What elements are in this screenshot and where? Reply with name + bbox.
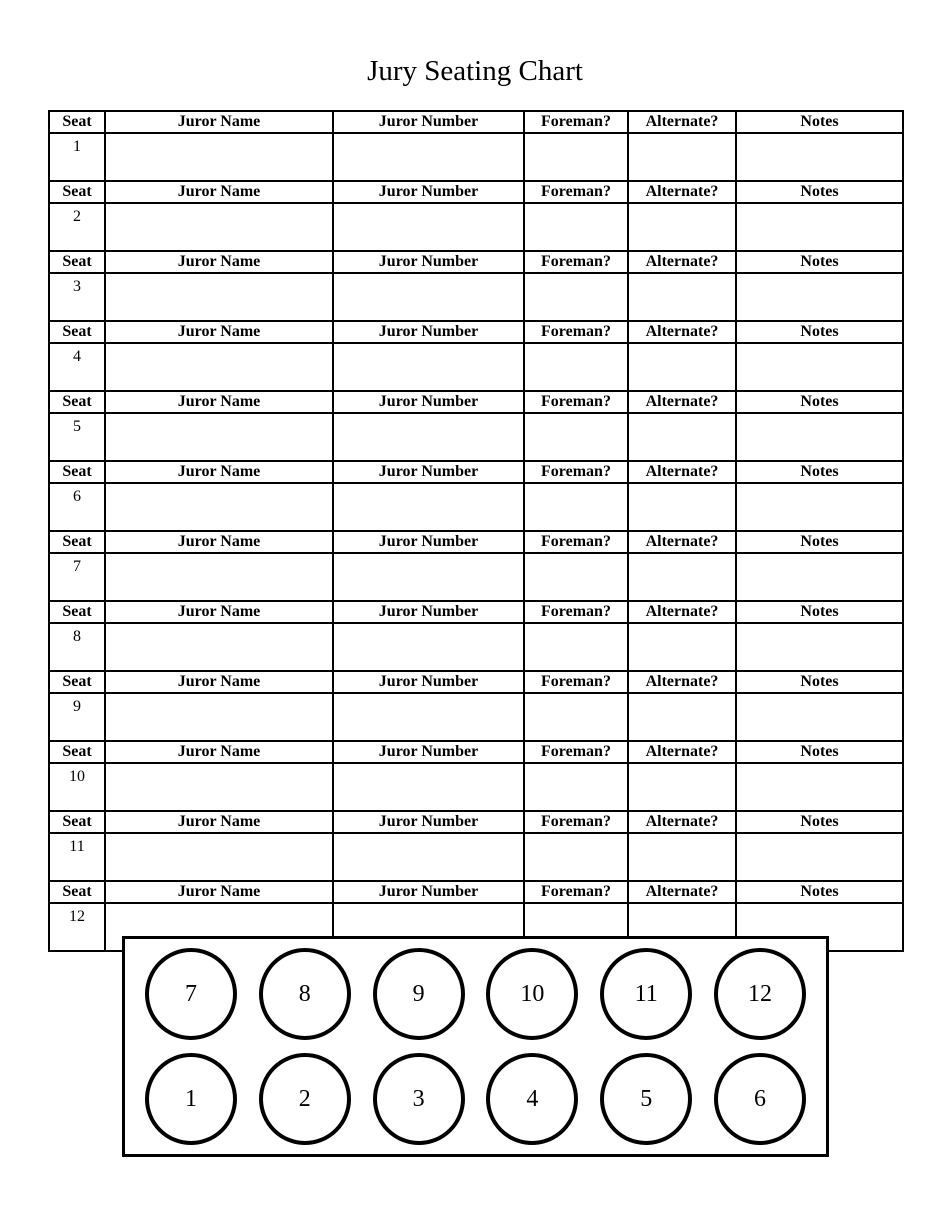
jury-seating-table	[48, 110, 904, 952]
juror-number-cell	[333, 483, 524, 531]
column-header-juror-name: Juror Name	[105, 671, 333, 693]
seat-number-cell: 11	[49, 833, 105, 881]
table-row-seat-6	[49, 483, 903, 531]
column-header-notes: Notes	[736, 741, 903, 763]
column-header-alternate: Alternate?	[628, 111, 736, 133]
table-row-seat-3	[49, 273, 903, 321]
column-header-notes: Notes	[736, 321, 903, 343]
foreman-cell	[524, 483, 628, 531]
notes-cell	[736, 483, 903, 531]
column-header-foreman: Foreman?	[524, 531, 628, 553]
foreman-cell	[524, 343, 628, 391]
column-header-foreman: Foreman?	[524, 811, 628, 833]
column-header-notes: Notes	[736, 181, 903, 203]
column-header-juror-name: Juror Name	[105, 321, 333, 343]
juror-name-cell	[105, 413, 333, 461]
juror-name-cell	[105, 483, 333, 531]
column-header-seat: Seat	[49, 741, 105, 763]
column-header-juror-name: Juror Name	[105, 391, 333, 413]
column-header-alternate: Alternate?	[628, 601, 736, 623]
column-header-juror-number: Juror Number	[333, 881, 524, 903]
notes-cell	[736, 273, 903, 321]
seat-number-cell: 5	[49, 413, 105, 461]
seat-number-cell: 2	[49, 203, 105, 251]
seat-circle-8: 8	[259, 948, 351, 1040]
column-header-alternate: Alternate?	[628, 671, 736, 693]
table-header-row	[49, 601, 903, 623]
column-header-juror-number: Juror Number	[333, 321, 524, 343]
juror-name-cell	[105, 553, 333, 601]
column-header-seat: Seat	[49, 391, 105, 413]
seat-row-bottom	[125, 1053, 826, 1145]
alternate-cell	[628, 483, 736, 531]
seat-circle-10: 10	[486, 948, 578, 1040]
seat-number-cell: 7	[49, 553, 105, 601]
column-header-alternate: Alternate?	[628, 181, 736, 203]
seat-number-cell: 6	[49, 483, 105, 531]
seat-circle-12: 12	[714, 948, 806, 1040]
column-header-juror-name: Juror Name	[105, 111, 333, 133]
juror-number-cell	[333, 273, 524, 321]
column-header-juror-number: Juror Number	[333, 251, 524, 273]
seat-circle-6: 6	[714, 1053, 806, 1145]
table-header-row	[49, 321, 903, 343]
alternate-cell	[628, 133, 736, 181]
table-row-seat-4	[49, 343, 903, 391]
column-header-alternate: Alternate?	[628, 461, 736, 483]
column-header-foreman: Foreman?	[524, 391, 628, 413]
seat-circle-5: 5	[600, 1053, 692, 1145]
table-header-row	[49, 811, 903, 833]
notes-cell	[736, 763, 903, 811]
alternate-cell	[628, 273, 736, 321]
column-header-seat: Seat	[49, 601, 105, 623]
column-header-alternate: Alternate?	[628, 321, 736, 343]
foreman-cell	[524, 413, 628, 461]
notes-cell	[736, 693, 903, 741]
table-row-seat-8	[49, 623, 903, 671]
column-header-notes: Notes	[736, 601, 903, 623]
seat-number-cell: 4	[49, 343, 105, 391]
column-header-notes: Notes	[736, 531, 903, 553]
table-row-seat-1	[49, 133, 903, 181]
column-header-notes: Notes	[736, 811, 903, 833]
column-header-alternate: Alternate?	[628, 881, 736, 903]
notes-cell	[736, 553, 903, 601]
table-header-row	[49, 881, 903, 903]
juror-name-cell	[105, 833, 333, 881]
juror-number-cell	[333, 343, 524, 391]
column-header-juror-number: Juror Number	[333, 671, 524, 693]
column-header-foreman: Foreman?	[524, 251, 628, 273]
alternate-cell	[628, 413, 736, 461]
column-header-seat: Seat	[49, 111, 105, 133]
foreman-cell	[524, 133, 628, 181]
column-header-foreman: Foreman?	[524, 601, 628, 623]
juror-name-cell	[105, 623, 333, 671]
juror-name-cell	[105, 273, 333, 321]
table-header-row	[49, 111, 903, 133]
table-header-row	[49, 391, 903, 413]
column-header-seat: Seat	[49, 251, 105, 273]
table-header-row	[49, 251, 903, 273]
column-header-alternate: Alternate?	[628, 391, 736, 413]
seat-circle-1: 1	[145, 1053, 237, 1145]
column-header-foreman: Foreman?	[524, 461, 628, 483]
alternate-cell	[628, 833, 736, 881]
table-header-row	[49, 181, 903, 203]
column-header-juror-name: Juror Name	[105, 601, 333, 623]
seat-circle-4: 4	[486, 1053, 578, 1145]
foreman-cell	[524, 273, 628, 321]
jury-table-body	[49, 111, 903, 951]
column-header-seat: Seat	[49, 461, 105, 483]
column-header-alternate: Alternate?	[628, 811, 736, 833]
table-row-seat-2	[49, 203, 903, 251]
column-header-juror-name: Juror Name	[105, 531, 333, 553]
juror-name-cell	[105, 203, 333, 251]
table-row-seat-11	[49, 833, 903, 881]
seat-number-cell: 9	[49, 693, 105, 741]
juror-name-cell	[105, 763, 333, 811]
column-header-juror-number: Juror Number	[333, 531, 524, 553]
column-header-foreman: Foreman?	[524, 181, 628, 203]
juror-number-cell	[333, 413, 524, 461]
table-header-row	[49, 531, 903, 553]
column-header-alternate: Alternate?	[628, 741, 736, 763]
column-header-juror-number: Juror Number	[333, 181, 524, 203]
column-header-juror-name: Juror Name	[105, 811, 333, 833]
column-header-foreman: Foreman?	[524, 671, 628, 693]
notes-cell	[736, 203, 903, 251]
column-header-foreman: Foreman?	[524, 881, 628, 903]
alternate-cell	[628, 203, 736, 251]
foreman-cell	[524, 553, 628, 601]
notes-cell	[736, 833, 903, 881]
seat-number-cell: 1	[49, 133, 105, 181]
juror-number-cell	[333, 133, 524, 181]
juror-number-cell	[333, 763, 524, 811]
column-header-seat: Seat	[49, 811, 105, 833]
foreman-cell	[524, 763, 628, 811]
notes-cell	[736, 623, 903, 671]
column-header-juror-number: Juror Number	[333, 811, 524, 833]
table-row-seat-9	[49, 693, 903, 741]
juror-name-cell	[105, 133, 333, 181]
column-header-seat: Seat	[49, 671, 105, 693]
column-header-juror-number: Juror Number	[333, 111, 524, 133]
column-header-notes: Notes	[736, 881, 903, 903]
column-header-foreman: Foreman?	[524, 321, 628, 343]
foreman-cell	[524, 693, 628, 741]
table-header-row	[49, 741, 903, 763]
seat-circle-2: 2	[259, 1053, 351, 1145]
column-header-notes: Notes	[736, 391, 903, 413]
notes-cell	[736, 133, 903, 181]
juror-number-cell	[333, 553, 524, 601]
table-header-row	[49, 461, 903, 483]
seat-number-cell: 8	[49, 623, 105, 671]
foreman-cell	[524, 623, 628, 671]
seat-number-cell: 10	[49, 763, 105, 811]
juror-number-cell	[333, 623, 524, 671]
juror-name-cell	[105, 693, 333, 741]
jury-box-diagram	[122, 936, 829, 1157]
alternate-cell	[628, 343, 736, 391]
column-header-foreman: Foreman?	[524, 111, 628, 133]
column-header-juror-name: Juror Name	[105, 881, 333, 903]
alternate-cell	[628, 623, 736, 671]
column-header-seat: Seat	[49, 881, 105, 903]
juror-number-cell	[333, 833, 524, 881]
column-header-alternate: Alternate?	[628, 531, 736, 553]
column-header-juror-name: Juror Name	[105, 741, 333, 763]
column-header-juror-name: Juror Name	[105, 251, 333, 273]
table-header-row	[49, 671, 903, 693]
juror-number-cell	[333, 203, 524, 251]
column-header-notes: Notes	[736, 111, 903, 133]
column-header-notes: Notes	[736, 251, 903, 273]
alternate-cell	[628, 763, 736, 811]
column-header-juror-number: Juror Number	[333, 391, 524, 413]
alternate-cell	[628, 693, 736, 741]
alternate-cell	[628, 553, 736, 601]
seat-number-cell: 12	[49, 903, 105, 951]
column-header-juror-name: Juror Name	[105, 181, 333, 203]
seat-number-cell: 3	[49, 273, 105, 321]
column-header-juror-number: Juror Number	[333, 601, 524, 623]
juror-name-cell	[105, 343, 333, 391]
notes-cell	[736, 413, 903, 461]
column-header-foreman: Foreman?	[524, 741, 628, 763]
column-header-alternate: Alternate?	[628, 251, 736, 273]
page-title: Jury Seating Chart	[367, 55, 583, 87]
seat-circle-9: 9	[373, 948, 465, 1040]
column-header-juror-number: Juror Number	[333, 741, 524, 763]
notes-cell	[736, 343, 903, 391]
table-row-seat-5	[49, 413, 903, 461]
column-header-notes: Notes	[736, 671, 903, 693]
foreman-cell	[524, 833, 628, 881]
seat-circle-11: 11	[600, 948, 692, 1040]
column-header-seat: Seat	[49, 531, 105, 553]
juror-number-cell	[333, 693, 524, 741]
column-header-seat: Seat	[49, 321, 105, 343]
seat-circle-7: 7	[145, 948, 237, 1040]
column-header-notes: Notes	[736, 461, 903, 483]
table-row-seat-7	[49, 553, 903, 601]
column-header-seat: Seat	[49, 181, 105, 203]
table-row-seat-10	[49, 763, 903, 811]
seat-row-top	[125, 948, 826, 1040]
column-header-juror-number: Juror Number	[333, 461, 524, 483]
foreman-cell	[524, 203, 628, 251]
seat-circle-3: 3	[373, 1053, 465, 1145]
column-header-juror-name: Juror Name	[105, 461, 333, 483]
